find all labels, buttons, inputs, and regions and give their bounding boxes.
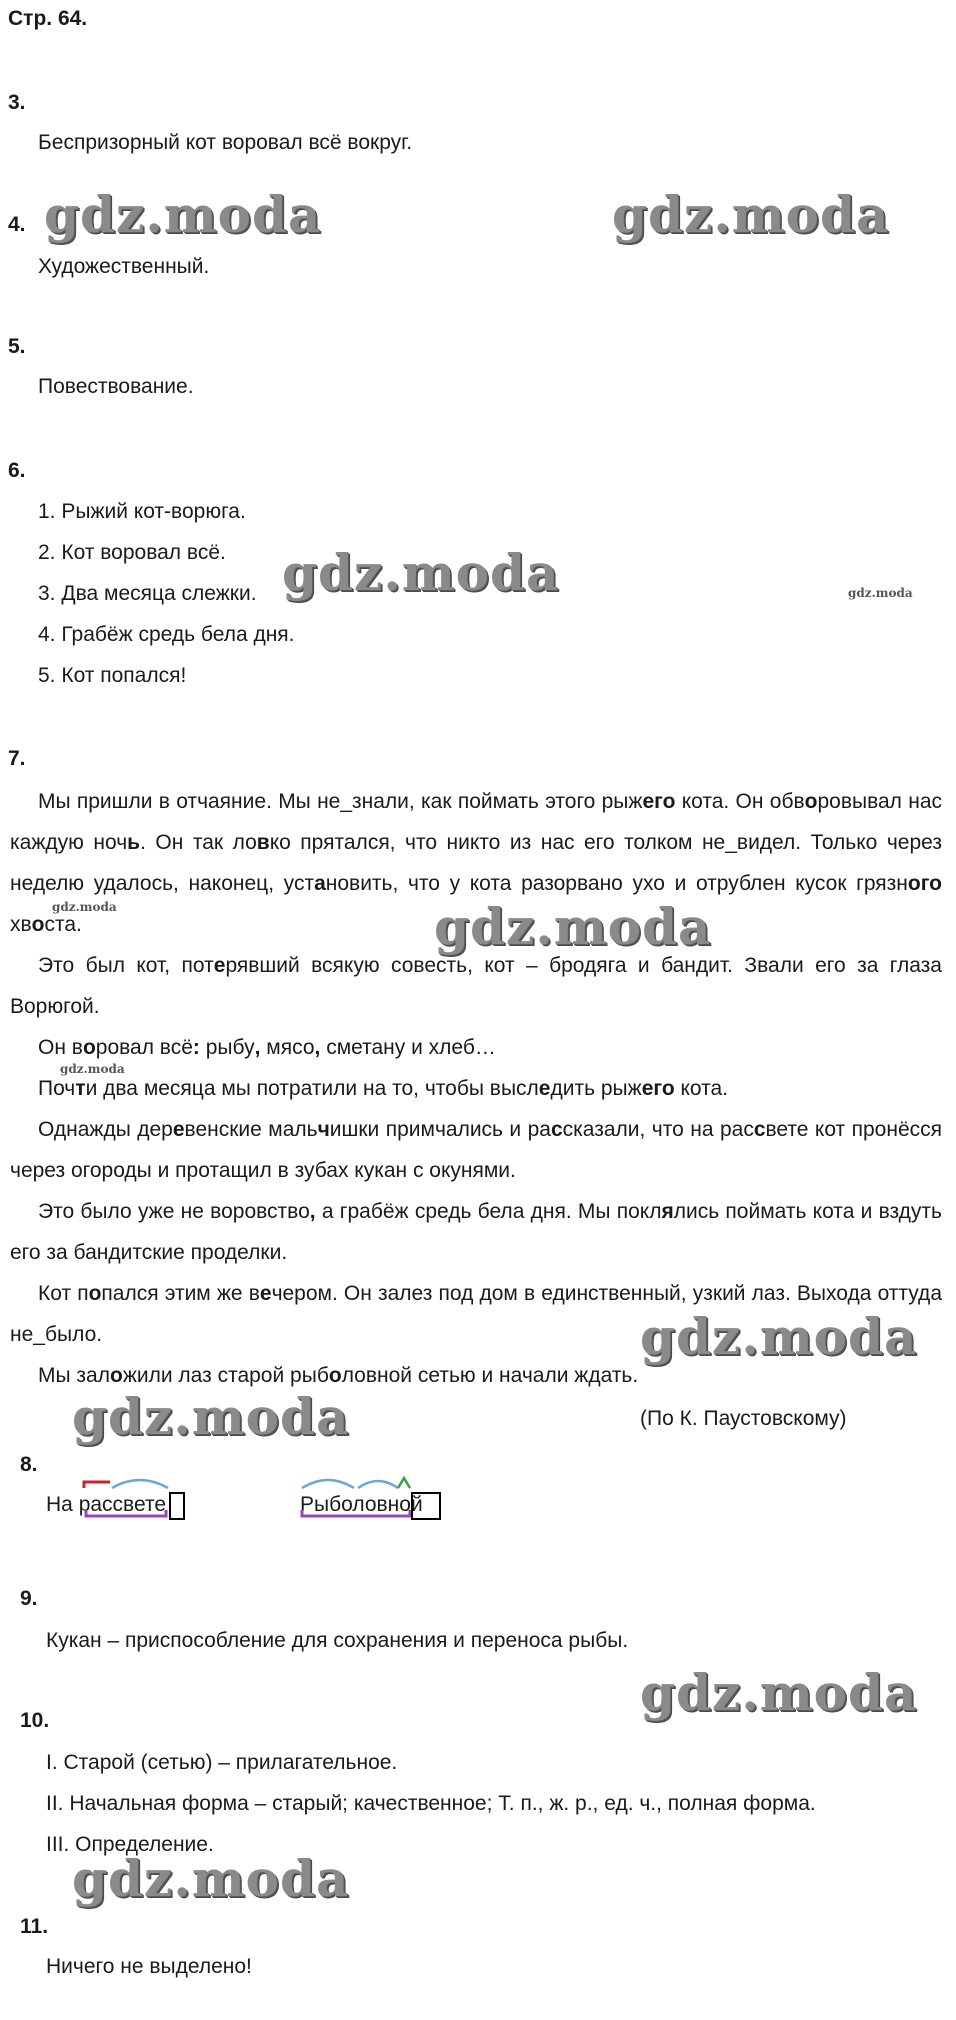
text-run: кота. — [674, 1077, 729, 1100]
text-run: венские маль — [184, 1118, 318, 1141]
spelling-mark: : — [192, 1036, 200, 1059]
plan-item: 2. Кот воровал всё. — [38, 541, 226, 564]
text-run: ровывал нас каждую ноч — [10, 790, 942, 854]
spelling-mark: ь — [127, 831, 141, 854]
text-run: лись поймать кота и вздуть его за бандитские проделки. — [10, 1200, 942, 1264]
text-run: Это было уже не воровство — [38, 1200, 310, 1223]
task-7-number: 7. — [8, 747, 26, 770]
watermark: gdz.moda — [52, 900, 117, 914]
text-run: сметану и хлеб… — [320, 1036, 496, 1059]
spelling-mark: его — [642, 790, 676, 813]
text-run: Это был кот, пот — [38, 954, 214, 977]
spelling-mark: , — [309, 1200, 316, 1223]
watermark: gdz.moda — [60, 1062, 125, 1076]
text-paragraph — [10, 1191, 942, 1273]
text-paragraph — [10, 1027, 942, 1068]
task-7-source: (По К. Паустовскому) — [640, 1407, 847, 1430]
spelling-mark: , — [254, 1036, 261, 1059]
task-10-line: III. Определение. — [46, 1833, 214, 1856]
word-rybolovnoy: Рыболовной — [300, 1493, 423, 1516]
task-10-number: 10. — [20, 1709, 50, 1732]
root-arc — [358, 1481, 398, 1488]
task-10-line: I. Старой (сетью) – прилагательное. — [46, 1751, 398, 1774]
task-7-text — [10, 781, 942, 1396]
text-run: ловной сетью и начали ждать. — [341, 1364, 639, 1387]
text-run: сказали, что на рас — [562, 1118, 754, 1141]
watermark: gdz.moda — [72, 1387, 350, 1446]
text-run: Мы пришли в отчаяние. Мы не_знали, как поймать этого рыж — [38, 790, 643, 813]
text-run: вете кот пронёсся через огороды и протащил в зубах кукан с окунями. — [10, 1118, 942, 1182]
text-run: пался этим же в — [101, 1282, 260, 1305]
task-6-number: 6. — [8, 459, 26, 482]
preposition: На — [46, 1493, 79, 1516]
task-5-number: 5. — [8, 335, 26, 358]
suffix-mark — [398, 1478, 410, 1488]
text-run: чером. Он залез под дом в единственный, узкий лаз. Выхода оттуда не_было. — [10, 1282, 942, 1346]
text-run: Кот п — [38, 1282, 89, 1305]
text-run: рявший всякую совесть, кот – бродяга и бандит. Звали его за глаза Ворюгой. — [10, 954, 942, 1018]
spelling-mark: е — [538, 1077, 551, 1100]
spelling-mark: о — [88, 1282, 102, 1305]
watermark: gdz.moda — [848, 586, 913, 600]
watermark: gdz.moda — [640, 1663, 918, 1722]
watermark: gdz.moda — [44, 185, 322, 244]
spelling-mark: его — [641, 1077, 675, 1100]
text-run: дить рыж — [550, 1077, 642, 1100]
word-rassvete: рассвете — [78, 1493, 167, 1516]
text-run: рыбу — [199, 1036, 255, 1059]
spelling-mark: е — [213, 954, 226, 977]
text-run: . Он так ло — [140, 831, 257, 854]
text-run: жили лаз старой рыб — [122, 1364, 329, 1387]
spelling-mark: о — [82, 1036, 96, 1059]
task-4-answer: Художественный. — [38, 255, 210, 278]
task-9-number: 9. — [20, 1587, 38, 1610]
text-run: кота. Он обв — [675, 790, 805, 813]
watermark: gdz.moda — [434, 897, 712, 956]
text-paragraph — [10, 1068, 942, 1109]
text-run: Однажды дер — [38, 1118, 173, 1141]
watermark: gdz.moda — [282, 543, 560, 602]
text-run: ста. — [44, 913, 82, 936]
task-3-answer: Беспризорный кот воровал всё вокруг. — [38, 131, 413, 154]
text-paragraph — [10, 1355, 942, 1396]
plan-item: 4. Грабёж средь бела дня. — [38, 623, 295, 646]
spelling-mark: о — [109, 1364, 123, 1387]
watermark: gdz.moda — [612, 185, 890, 244]
plan-item: 3. Два месяца слежки. — [38, 582, 257, 605]
text-paragraph — [10, 781, 942, 945]
watermark: gdz.moda — [640, 1307, 918, 1366]
spelling-mark: е — [259, 1282, 272, 1305]
spelling-mark: а — [314, 872, 326, 895]
text-run: а грабёж средь бела дня. Мы покл — [315, 1200, 662, 1223]
spelling-mark: с — [550, 1118, 563, 1141]
root-arc — [302, 1480, 354, 1488]
spelling-mark: о — [31, 913, 45, 936]
text-paragraph — [10, 1273, 942, 1355]
text-paragraph — [10, 945, 942, 1027]
spelling-mark: ч — [317, 1118, 330, 1141]
spelling-mark: е — [172, 1118, 185, 1141]
ending-box — [412, 1493, 440, 1519]
spelling-mark: ого — [907, 872, 942, 895]
plan-item: 5. Кот попался! — [38, 664, 187, 687]
text-run: ишки примчались и ра — [329, 1118, 551, 1141]
spelling-mark: я — [661, 1200, 674, 1223]
text-run: мясо — [260, 1036, 315, 1059]
task-4-number: 4. — [8, 213, 26, 236]
text-paragraph — [10, 1109, 942, 1191]
page-header: Стр. 64. — [8, 7, 88, 30]
task-11-answer: Ничего не выделено! — [46, 1955, 252, 1978]
task-10-line: II. Начальная форма – старый; качественное; Т. п., ж. р., ед. ч., полная форма. — [46, 1792, 816, 1815]
text-run: Поч — [38, 1077, 76, 1100]
text-run: Он в — [38, 1036, 83, 1059]
morpheme-marks-2 — [0, 1474, 956, 1534]
task-11-number: 11. — [20, 1915, 49, 1938]
task-3-number: 3. — [8, 91, 26, 114]
plan-item: 1. Рыжий кот-ворюга. — [38, 500, 246, 523]
spelling-mark: в — [256, 831, 270, 854]
task-8-number: 8. — [20, 1453, 38, 1476]
text-run: Мы зал — [38, 1364, 110, 1387]
spelling-mark: с — [753, 1118, 766, 1141]
text-run: хв — [10, 913, 32, 936]
spelling-mark: о — [328, 1364, 342, 1387]
text-run: новить, что у кота разорвано ухо и отрублен кусок грязн — [325, 872, 908, 895]
text-run: ровал всё — [95, 1036, 193, 1059]
task-9-answer: Кукан – приспособление для сохранения и переноса рыбы. — [46, 1629, 629, 1652]
spelling-mark: т — [75, 1077, 86, 1100]
task-5-answer: Повествование. — [38, 375, 194, 398]
spelling-mark: о — [804, 790, 818, 813]
text-run: и два месяца мы потратили на то, чтобы высл — [85, 1077, 539, 1100]
stem-bracket — [302, 1510, 410, 1516]
text-run: ко прятался, что никто из нас его толком не_видел. Только через неделю удалось, наконец, уст — [10, 831, 942, 895]
watermark: gdz.moda — [72, 1849, 350, 1908]
spelling-mark: , — [314, 1036, 321, 1059]
